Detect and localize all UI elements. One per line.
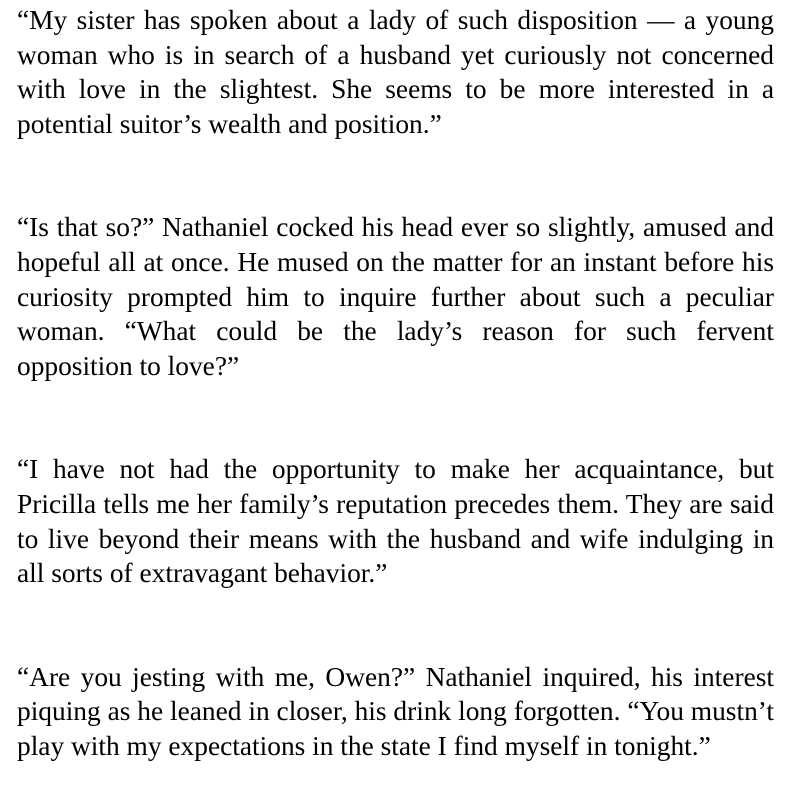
paragraph-3: “I have not had the opportunity to make her acquaintance, but Pricilla tells me her family’s reputation precedes them. They are said to live beyond their means with the husband and wife indulging in all sorts of extravagant behavior.” — [17, 454, 774, 589]
paragraph-4: “Are you jesting with me, Owen?” Nathaniel inquired, his interest piquing as he leaned in closer, his drink long forgotten. “You mustn’t play with my expectations in the state I find myself in tonight.” — [17, 661, 774, 761]
document-page — [17, 3, 774, 764]
paragraph-2: “Is that so?” Nathaniel cocked his head ever so slightly, amused and hopeful all at once. He mused on the matter for an instant before his curiosity prompted him to inquire further about such a peculiar woman. “What could be the lady’s reason for such fervent opposition to love?” — [17, 212, 774, 381]
paragraph-1: “My sister has spoken about a lady of such disposition — a young woman who is in search of a husband yet curiously not concerned with love in the slightest. She seems to be more interested in a potential suitor’s wealth and position.” — [17, 5, 774, 139]
